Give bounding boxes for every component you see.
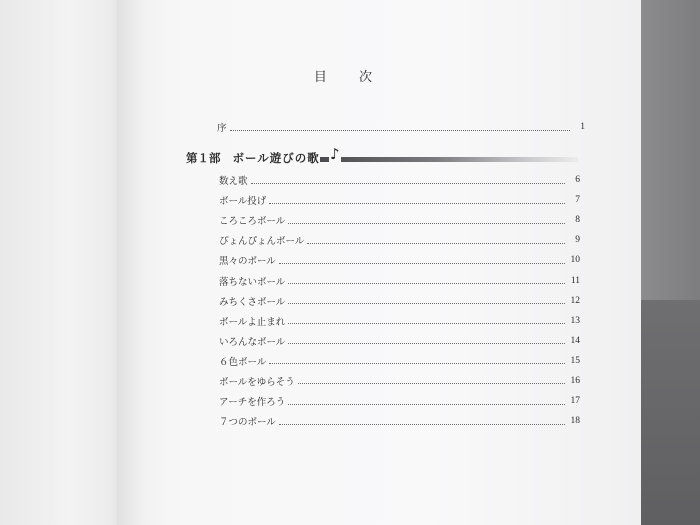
toc-entry-page: 14 [570,335,580,346]
toc-entry-page: 9 [575,235,580,246]
toc-entry-label: ぴょんぴょんボール [219,236,305,248]
dot-leader [251,173,565,184]
toc-entry-page: 11 [570,275,580,286]
dot-leader [288,213,565,224]
toc-preface-page: 1 [580,122,585,132]
toc-entry-label: みちくさボール [219,296,286,308]
toc-entry [219,250,580,270]
toc-entry-label: ６色ボール [219,356,267,368]
dot-leader [307,233,565,244]
toc-entry-label: ボールよ止まれ [219,316,286,328]
dot-leader [288,313,565,324]
toc-entry [219,291,580,311]
toc-entry-label: アーチを作ろう [219,397,286,409]
toc-entry-label: ボール投げ [219,196,267,208]
dot-leader [269,353,565,364]
toc-preface-label: 序 [217,123,227,134]
toc-list [219,170,580,431]
part-heading-bar [320,157,578,162]
dot-leader [288,333,565,344]
toc-entry [219,331,580,351]
toc-entry [219,270,580,290]
toc-entry-page: 6 [575,175,580,186]
toc-entry [219,210,580,230]
toc-entry [219,371,580,391]
toc-entry-label: 数え歌 [219,176,248,188]
toc-entry-page: 15 [570,355,580,366]
toc-entry-page: 18 [570,416,580,427]
dot-leader [288,394,565,405]
toc-entry [219,351,580,371]
part-number: 第１部 [186,151,221,165]
toc-entry [219,411,580,431]
dot-leader [298,373,565,384]
background-shelf [640,300,700,525]
dot-leader [279,414,565,425]
toc-entry-page: 12 [570,295,580,306]
toc-entry-page: 8 [575,215,580,226]
part-heading [186,145,586,168]
toc-entry-page: 7 [575,195,580,206]
toc-entry [219,391,580,411]
toc-entry-label: 黒々のボール [219,256,276,268]
toc-preface-row [217,119,585,135]
dot-leader [288,273,565,284]
toc-entry-label: 落ちないボール [219,276,286,288]
toc-entry-page: 17 [570,396,580,407]
dot-leader [279,253,565,264]
toc-entry-label: いろんなボール [219,336,286,348]
part-title: ボール遊びの歌 [232,151,320,165]
toc-entry [219,311,580,331]
music-note-icon: ♪ [330,145,340,163]
toc-entry [219,190,580,210]
dot-leader [269,193,565,204]
dot-leader [230,120,570,131]
toc-entry-page: 13 [570,315,580,326]
toc-entry [219,170,580,190]
toc-entry-label: ボールをゆらそう [219,376,295,388]
toc-entry-label: ７つのボール [219,417,276,429]
page-title: 目 次 [313,70,387,85]
toc-entry-label: ころころボール [219,216,286,228]
dot-leader [288,293,565,304]
toc-entry-page: 16 [570,375,580,386]
toc-entry-page: 10 [570,255,580,266]
toc-entry [219,230,580,250]
